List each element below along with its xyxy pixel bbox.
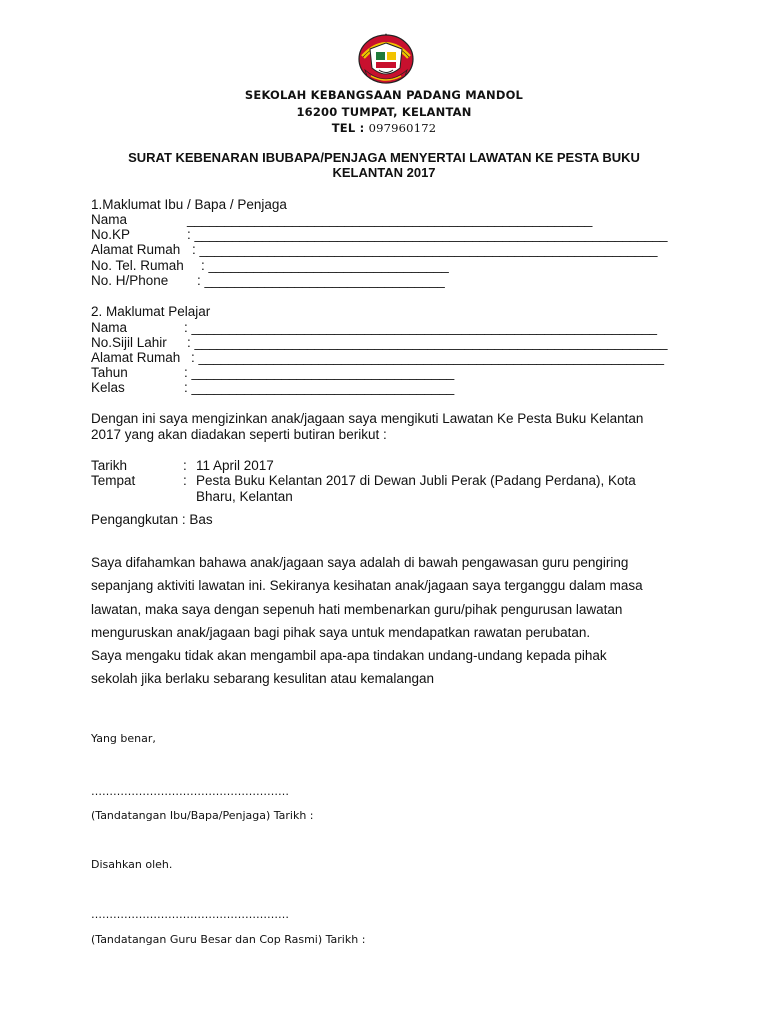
- field-colon: :: [184, 365, 188, 380]
- section-2-heading: 2. Maklumat Pelajar: [91, 304, 211, 319]
- parent-ic-field[interactable]: [91, 227, 668, 243]
- student-name-field[interactable]: [91, 320, 657, 336]
- student-address-field[interactable]: [91, 350, 664, 366]
- body-line: lawatan, maka saya dengan sepenuh hati membenarkan guru/pihak pengurusan lawatan: [91, 601, 623, 617]
- field-blank-line: ___________________________________: [191, 380, 455, 395]
- school-telephone: [0, 121, 768, 135]
- field-label: Alamat Rumah: [91, 350, 181, 365]
- student-year-field[interactable]: [91, 365, 454, 381]
- parent-address-field[interactable]: [91, 242, 658, 258]
- field-blank-line: _______________________________________________________________: [194, 335, 668, 350]
- place-label: Tempat: [91, 473, 136, 488]
- letter-title-line-2: KELANTAN 2017: [332, 165, 436, 180]
- consent-line-2: 2017 yang akan diadakan seperti butiran berikut :: [91, 427, 387, 442]
- school-address: 16200 TUMPAT, KELANTAN: [296, 105, 472, 119]
- section-1-heading: 1.Maklumat Ibu / Bapa / Penjaga: [91, 197, 287, 212]
- student-birth-cert-field[interactable]: [91, 335, 668, 351]
- body-line: Saya mengaku tidak akan mengambil apa-apa tindakan undang-undang kepada pihak: [91, 648, 607, 664]
- consent-line-1: Dengan ini saya mengizinkan anak/jagaan saya mengikuti Lawatan Ke Pesta Buku Kelantan: [91, 411, 644, 426]
- verified-by-label: Disahkan oleh.: [91, 858, 173, 871]
- body-paragraph: [91, 551, 731, 691]
- transport-info: Pengangkutan : Bas: [91, 512, 213, 527]
- body-line: sepanjang aktiviti lawatan ini. Sekiranya kesihatan anak/jagaan saya terganggu dalam masa: [91, 578, 643, 594]
- school-crest-logo: [357, 30, 415, 88]
- field-colon: :: [201, 258, 205, 273]
- closing-salutation: Yang benar,: [91, 732, 156, 745]
- field-label: No. Tel. Rumah: [91, 258, 184, 273]
- school-name: SEKOLAH KEBANGSAAN PADANG MANDOL: [244, 88, 524, 102]
- tel-number: 097960172: [368, 121, 437, 135]
- date-label: Tarikh: [91, 458, 128, 473]
- body-line: Saya difahamkan bahawa anak/jagaan saya adalah di bawah pengawasan guru pengiring: [91, 555, 629, 570]
- parent-handphone-field[interactable]: [91, 273, 445, 289]
- headmaster-signature-line[interactable]: ………………………………………………: [91, 908, 289, 921]
- place-value-line-2: Bharu, Kelantan: [196, 489, 293, 504]
- field-blank-line: ______________________________________________________: [187, 212, 593, 227]
- field-blank-line: ________________________________: [208, 258, 449, 273]
- parent-home-phone-field[interactable]: [91, 258, 449, 274]
- field-colon: :: [184, 380, 188, 395]
- field-blank-line: _____________________________________________________________: [199, 242, 658, 257]
- parent-name-field[interactable]: [91, 212, 592, 228]
- field-label: Nama: [91, 212, 128, 227]
- field-colon: :: [187, 335, 191, 350]
- body-line: sekolah jika berlaku sebarang kesulitan atau kemalangan: [91, 671, 434, 687]
- field-colon: :: [192, 242, 196, 257]
- field-blank-line: ___________________________________: [191, 365, 455, 380]
- tel-label: TEL :: [331, 121, 365, 135]
- field-label: Alamat Rumah: [91, 242, 181, 257]
- field-colon: :: [184, 320, 188, 335]
- field-blank-line: _______________________________________________________________: [194, 227, 668, 242]
- field-colon: :: [191, 350, 195, 365]
- place-colon: :: [183, 473, 187, 488]
- body-line: menguruskan anak/jagaan bagi pihak saya untuk mendapatkan rawatan perubatan.: [91, 624, 591, 640]
- parent-signature-line[interactable]: ………………………………………………: [91, 785, 289, 798]
- field-blank-line: ______________________________________________________________: [191, 320, 658, 335]
- date-value: 11 April 2017: [196, 458, 274, 473]
- field-label: No.KP: [91, 227, 131, 242]
- headmaster-signature-caption: (Tandatangan Guru Besar dan Cop Rasmi) Tarikh :: [91, 933, 366, 946]
- field-label: No. H/Phone: [91, 273, 169, 288]
- field-blank-line: ________________________________: [204, 273, 445, 288]
- field-colon: :: [187, 227, 191, 242]
- field-label: No.Sijil Lahir: [91, 335, 167, 350]
- letter-title-line-1: SURAT KEBENARAN IBUBAPA/PENJAGA MENYERTAI LAWATAN KE PESTA BUKU: [128, 150, 640, 165]
- field-label: Nama: [91, 320, 128, 335]
- date-colon: :: [183, 458, 187, 473]
- place-value-line-1: Pesta Buku Kelantan 2017 di Dewan Jubli Perak (Padang Perdana), Kota: [196, 473, 636, 488]
- field-label: Kelas: [91, 380, 125, 395]
- field-colon: :: [197, 273, 201, 288]
- student-class-field[interactable]: [91, 380, 454, 396]
- parent-signature-caption: (Tandatangan Ibu/Bapa/Penjaga) Tarikh :: [91, 809, 314, 822]
- field-blank-line: ______________________________________________________________: [198, 350, 665, 365]
- field-label: Tahun: [91, 365, 128, 380]
